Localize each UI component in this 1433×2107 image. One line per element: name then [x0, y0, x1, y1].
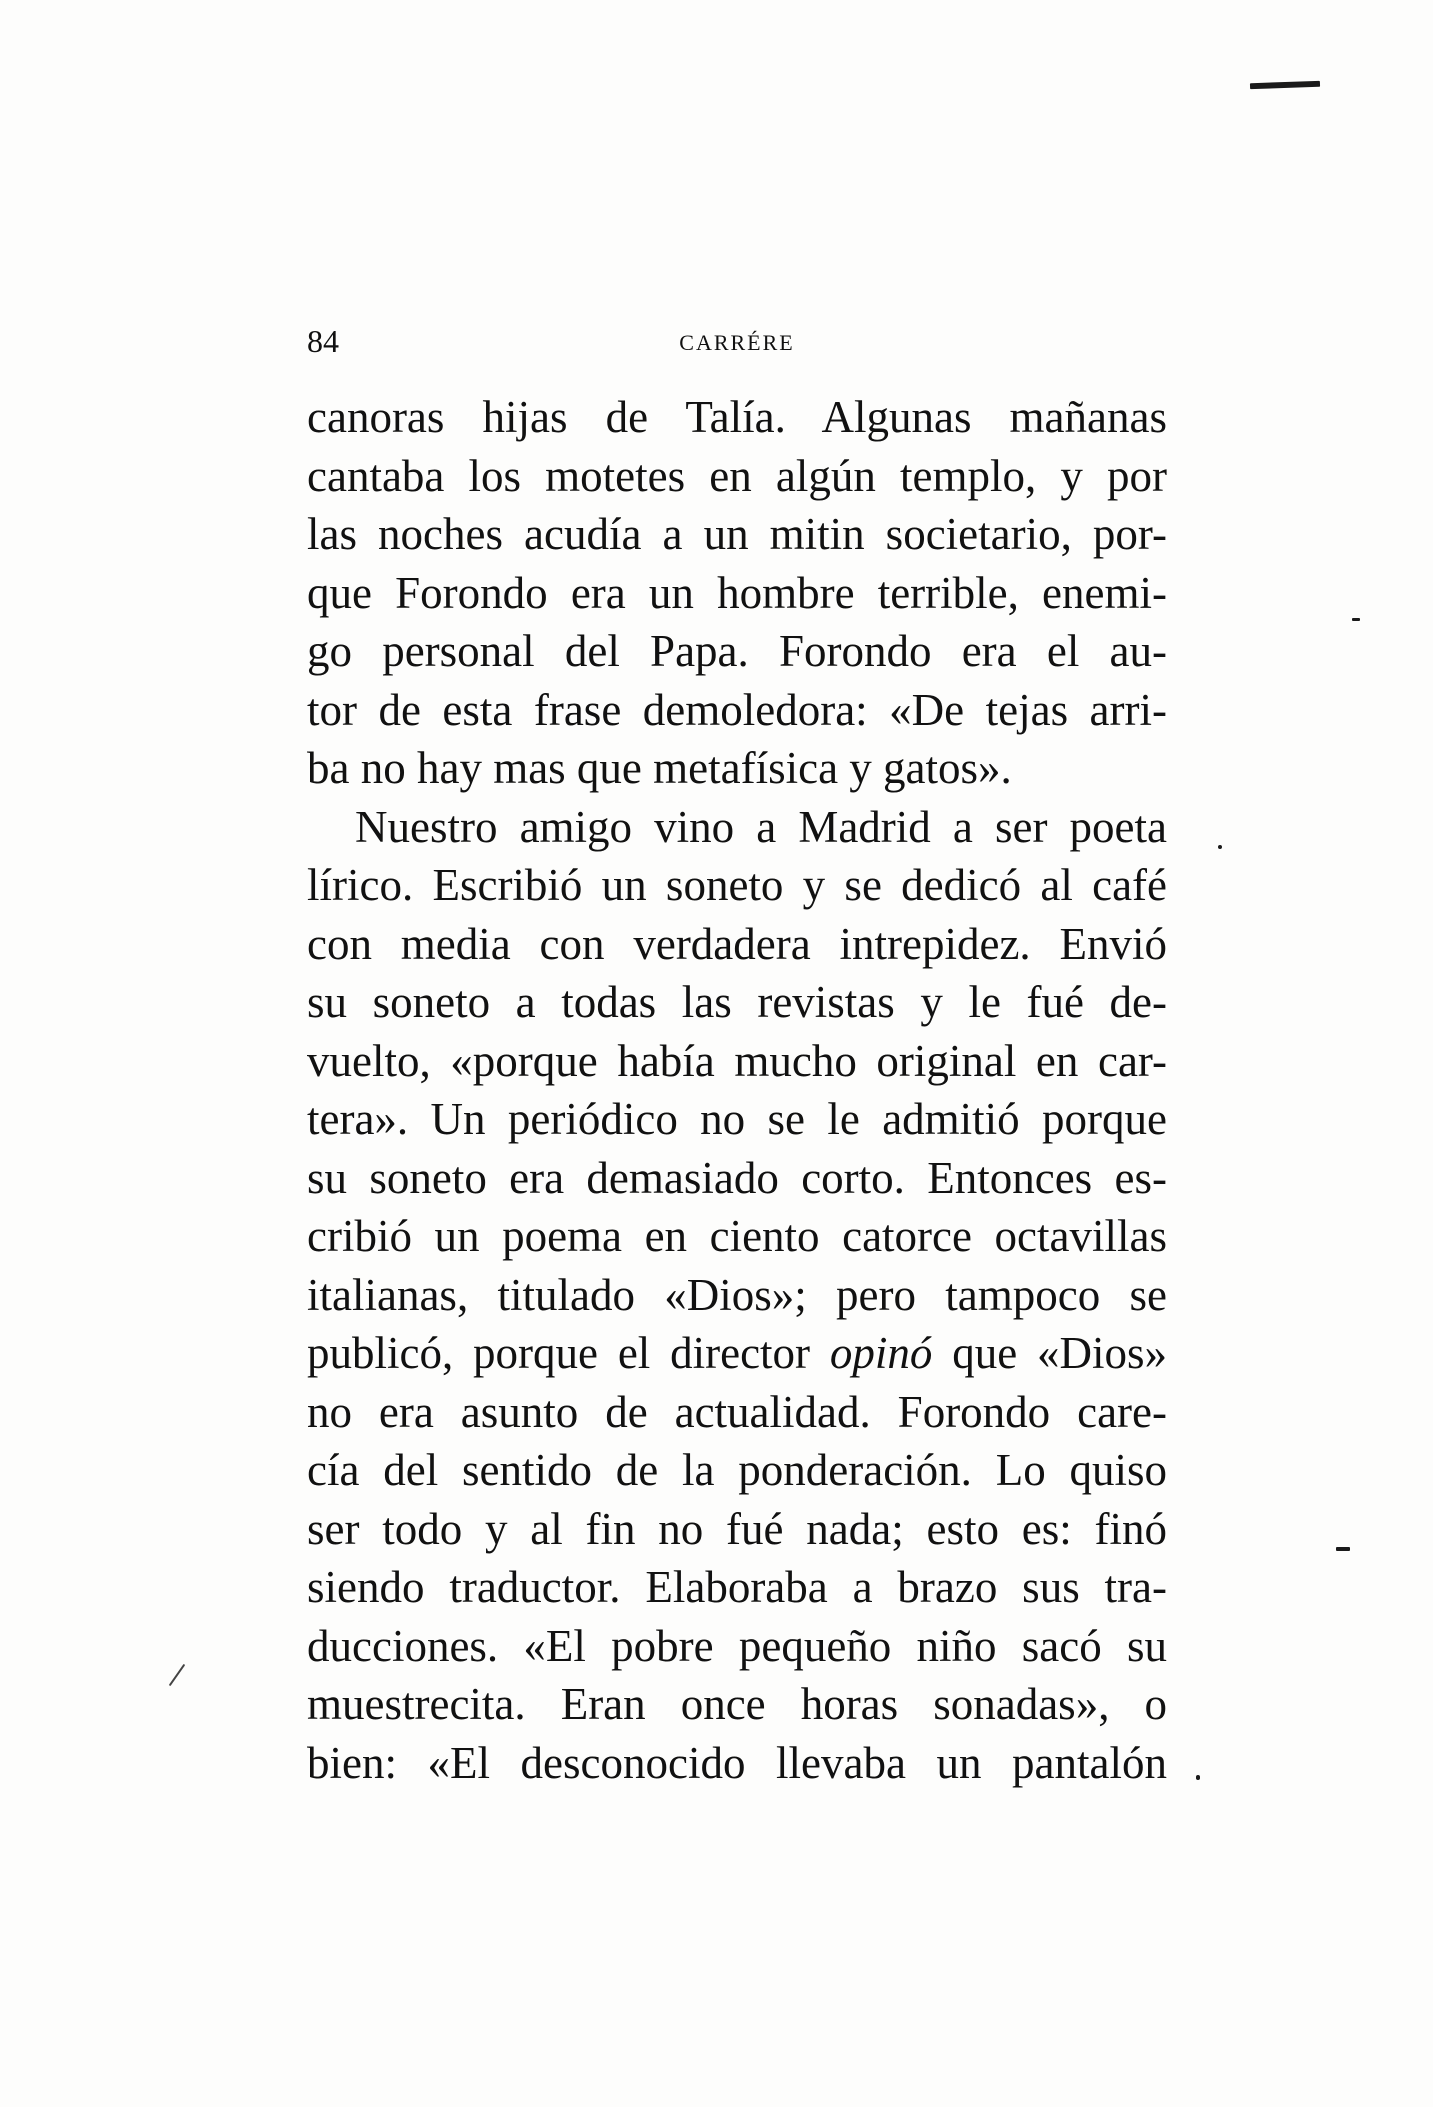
text-line: no era asunto de actualidad. Forondo care-: [307, 1386, 1167, 1437]
running-title: CARRÉRE: [679, 330, 795, 355]
text-line: ba no hay mas que metafísica y gatos».: [307, 743, 1012, 793]
paragraph-first-line: Nuestro amigo vino a Madrid a ser poeta: [355, 801, 1167, 852]
text-line: cantaba los motetes en algún templo, y por: [307, 450, 1167, 501]
body-text: [307, 388, 1167, 1792]
text-segment: publicó, porque el director: [307, 1328, 830, 1378]
page-number: 84: [307, 323, 339, 359]
text-line-with-italic: [307, 1324, 1167, 1383]
text-line: su soneto era demasiado corto. Entonces es-: [307, 1152, 1167, 1203]
text-line: las noches acudía a un mitin societario, por-: [307, 509, 1167, 559]
scan-mark-bottom: [1196, 1775, 1200, 1780]
text-segment: que «Dios»: [932, 1328, 1167, 1378]
text-line: italianas, titulado «Dios»; pero tampoco se: [307, 1269, 1167, 1320]
text-line: tera». Un periódico no se le admitió porque: [307, 1094, 1167, 1144]
text-line: cribió un poema en ciento catorce octavillas: [307, 1211, 1167, 1261]
text-line: cía del sentido de la ponderación. Lo quiso: [307, 1445, 1167, 1495]
text-line: go personal del Papa. Forondo era el au-: [307, 626, 1167, 676]
scan-mark-left: [169, 1664, 186, 1686]
text-line: canoras hijas de Talía. Algunas mañanas: [307, 392, 1167, 442]
scan-mark-right-1: [1352, 618, 1360, 621]
text-line: que Forondo era un hombre terrible, enemi-: [307, 567, 1167, 618]
text-line: tor de esta frase demoledora: «De tejas arri-: [307, 684, 1167, 735]
text-line: ducciones. «El pobre pequeño niño sacó su: [307, 1620, 1167, 1671]
running-head: [307, 318, 1167, 364]
text-line: bien: «El desconocido llevaba un pantalón: [307, 1737, 1167, 1788]
scan-mark-top: [1250, 81, 1320, 89]
text-line: muestrecita. Eran once horas sonadas», o: [307, 1679, 1167, 1729]
text-line: con media con verdadera intrepidez. Envió: [307, 918, 1167, 969]
italic-word: opinó: [829, 1328, 933, 1378]
scan-mark-right-2: [1218, 845, 1222, 849]
text-line: vuelto, «porque había mucho original en car-: [307, 1035, 1167, 1086]
text-line: siendo traductor. Elaboraba a brazo sus tra-: [307, 1562, 1167, 1612]
text-line: ser todo y al fin no fué nada; esto es: finó: [307, 1503, 1167, 1554]
text-line: su soneto a todas las revistas y le fué de-: [307, 977, 1167, 1027]
scan-mark-right-3: [1336, 1547, 1350, 1551]
text-line: lírico. Escribió un soneto y se dedicó al café: [307, 860, 1167, 910]
